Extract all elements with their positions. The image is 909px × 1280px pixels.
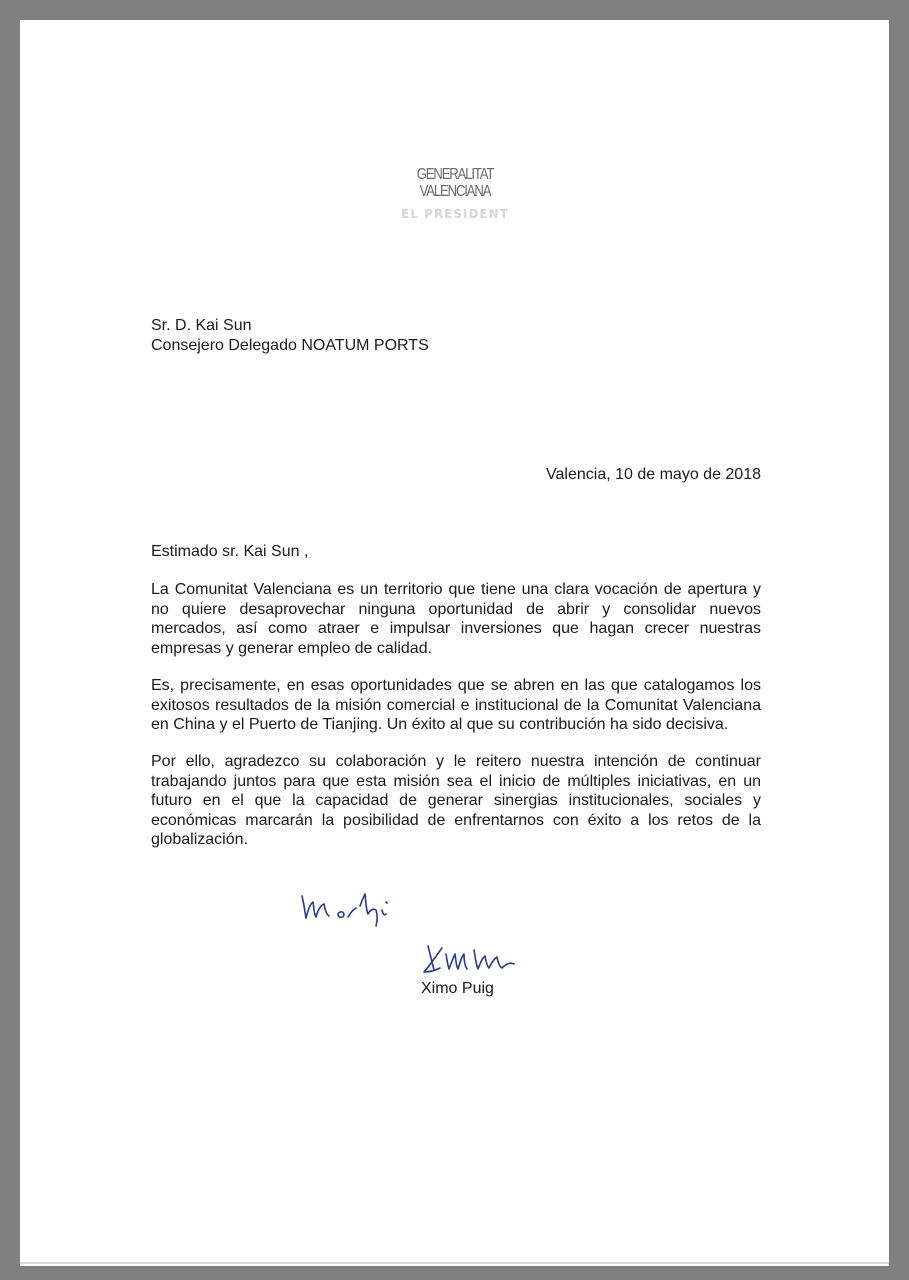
signature-mark bbox=[424, 946, 442, 972]
logo-line-valenciana: VALENCIANA bbox=[419, 183, 491, 200]
body-paragraph-3: Por ello, agradezco su colaboración y le reitero nuestra intención de continuar trabajando juntos para que esta misión sea el inicio de múltiples iniciativas, en un futuro en el que la capacidad de generar sinergias institucionales, sociales y económicas marcarán la posibilidad de enfrentarnos con éxito a los retos de la globalización. bbox=[151, 753, 761, 848]
recipient-name: Sr. D. Kai Sun bbox=[151, 317, 252, 334]
recipient-position: Consejero Delegado NOATUM PORTS bbox=[151, 336, 429, 354]
closing-scribble-2 bbox=[338, 908, 356, 917]
signature-mark-2 bbox=[446, 954, 467, 969]
handwritten-signature bbox=[296, 884, 536, 984]
closing-scribble bbox=[302, 896, 329, 918]
page-edge bbox=[20, 1262, 889, 1264]
office-title: EL PRESIDENT bbox=[401, 207, 509, 221]
letter-date: Valencia, 10 de mayo de 2018 bbox=[546, 466, 761, 483]
closing-scribble-3 bbox=[360, 894, 387, 926]
logo-line-generalitat: GENERALITAT bbox=[416, 166, 494, 183]
body-paragraph-2: Es, precisamente, en esas oportunidades que se abren en las que catalogamos los exitosos resultados de la misión comercial e institucional de la Comunitat Valenciana en China y el Puerto de Tianjing. Un éxito al que su contribución ha sido decisiva. bbox=[151, 677, 761, 733]
signer-name: Ximo Puig bbox=[421, 980, 494, 997]
body-paragraph-1: La Comunitat Valenciana es un territorio que tiene una clara vocación de apertura y no quiere desaprovechar ninguna oportunidad de abrir y consolidar nuevos mercados, así como atraer e impulsar inversiones que hagan crecer nuestras empresas y generar empleo de calidad. bbox=[151, 581, 761, 657]
recipient-block bbox=[151, 316, 429, 355]
signature-mark-3 bbox=[474, 950, 514, 969]
letterhead bbox=[380, 166, 530, 221]
salutation: Estimado sr. Kai Sun , bbox=[151, 543, 309, 560]
